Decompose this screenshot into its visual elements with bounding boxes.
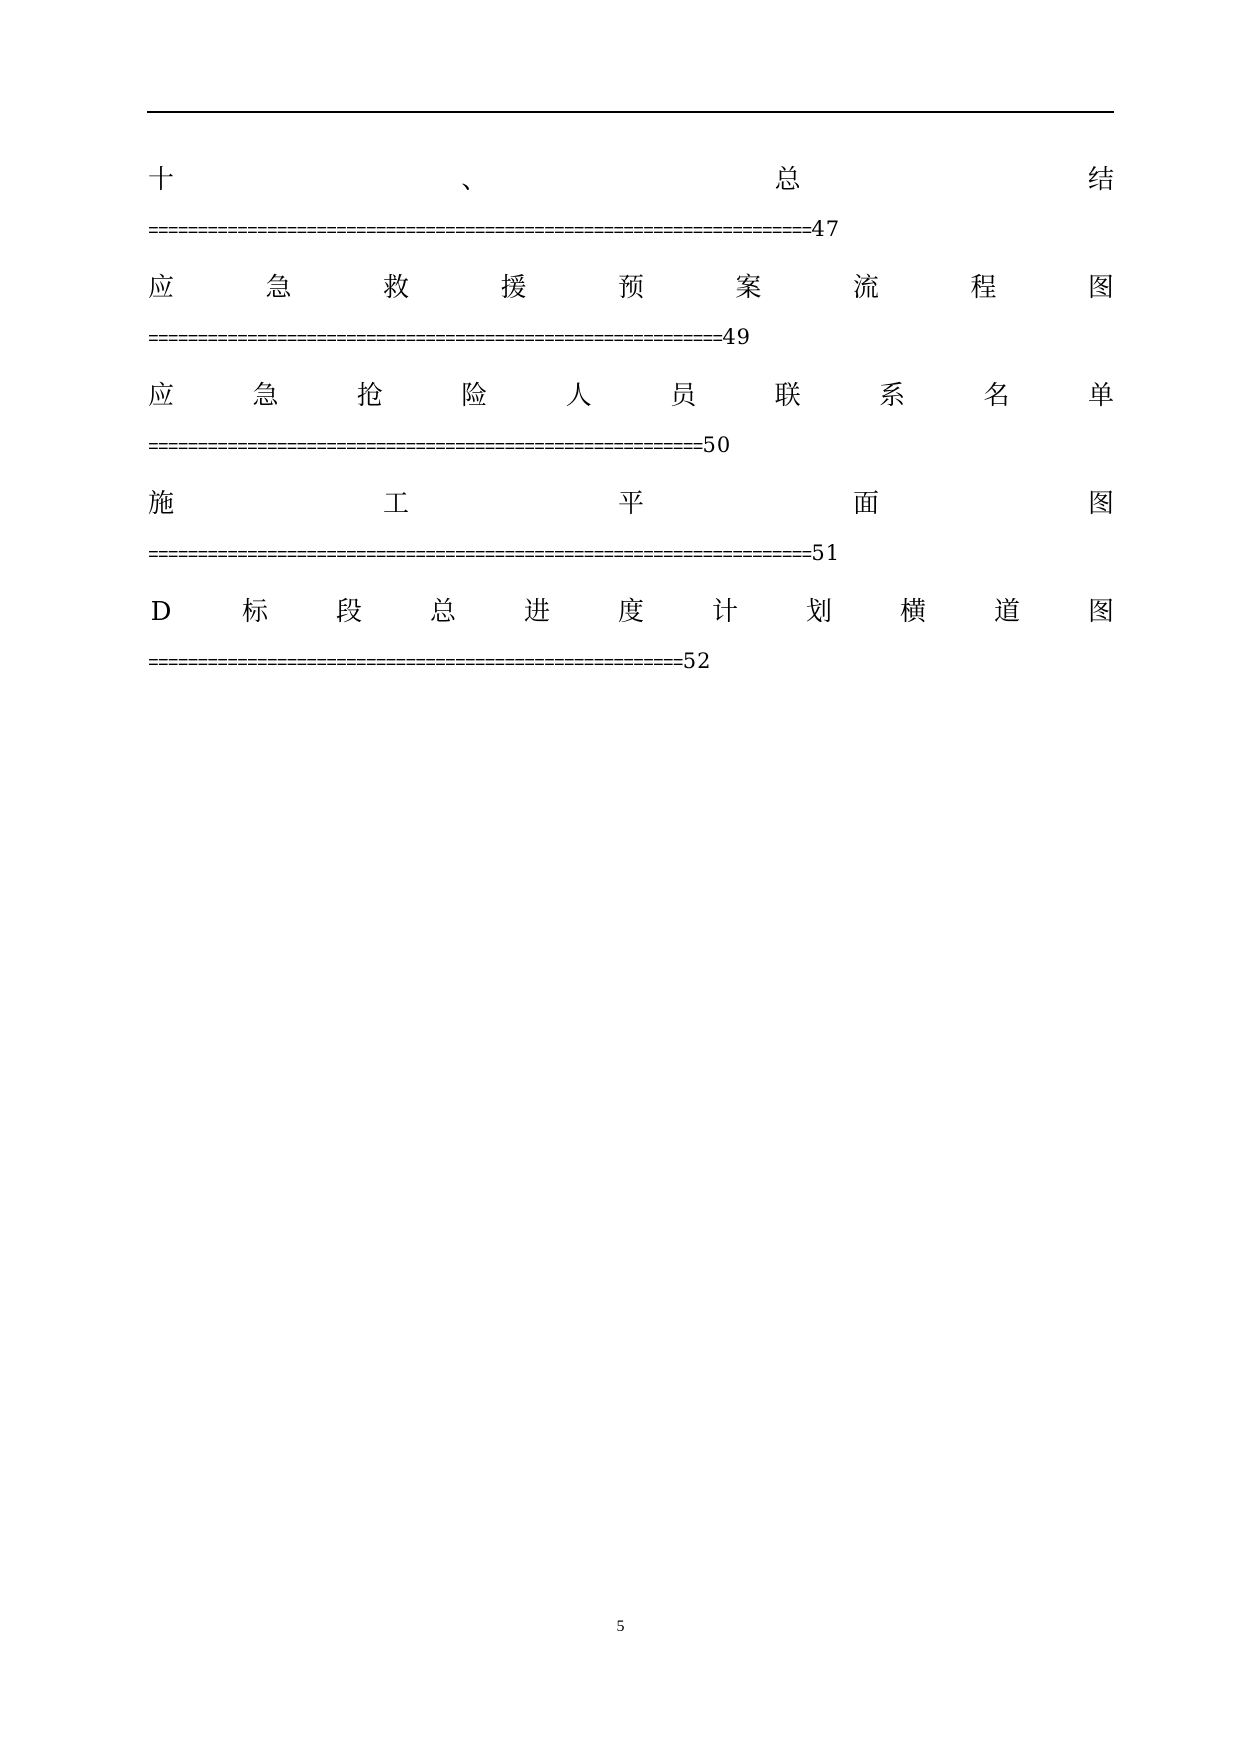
toc-title-char: 施 bbox=[148, 489, 175, 519]
toc-title-char: 图 bbox=[1087, 273, 1114, 303]
toc-leader-line bbox=[148, 325, 751, 349]
toc-entry[interactable] bbox=[148, 592, 1114, 700]
toc-title-char: 结 bbox=[1087, 165, 1114, 195]
toc-title-char: 流 bbox=[852, 273, 879, 303]
toc-leader-line bbox=[148, 433, 731, 457]
toc-title-char: D bbox=[150, 597, 172, 627]
toc-leader: =================================================================== bbox=[148, 546, 812, 565]
toc-entry[interactable] bbox=[148, 484, 1114, 592]
toc-title-char: 十 bbox=[148, 165, 175, 195]
toc-entry-title bbox=[148, 268, 1114, 308]
toc-title-char: 员 bbox=[670, 381, 697, 411]
toc-title-char: 道 bbox=[993, 597, 1020, 627]
toc-title-char: 险 bbox=[461, 381, 488, 411]
toc-page-number: 50 bbox=[702, 433, 732, 457]
toc-title-char: 划 bbox=[805, 597, 832, 627]
toc-page-number: 51 bbox=[811, 541, 841, 565]
toc-page-number: 47 bbox=[811, 217, 841, 241]
table-of-contents bbox=[148, 160, 1114, 700]
toc-title-char: 工 bbox=[382, 489, 409, 519]
toc-title-char: 援 bbox=[500, 273, 527, 303]
toc-entry-title bbox=[148, 592, 1114, 632]
toc-title-char: 预 bbox=[617, 273, 644, 303]
toc-title-char: 应 bbox=[148, 273, 175, 303]
toc-leader-line bbox=[148, 541, 840, 565]
toc-title-char: 、 bbox=[461, 165, 488, 195]
toc-entry[interactable] bbox=[148, 160, 1114, 268]
toc-title-char: 抢 bbox=[356, 381, 383, 411]
toc-title-char: 面 bbox=[852, 489, 879, 519]
header-rule bbox=[147, 111, 1114, 113]
toc-title-char: 段 bbox=[335, 597, 362, 627]
toc-entry-title bbox=[148, 484, 1114, 524]
toc-title-char: 程 bbox=[970, 273, 997, 303]
page-number: 5 bbox=[616, 1618, 625, 1635]
toc-title-char: 案 bbox=[735, 273, 762, 303]
toc-title-char: 急 bbox=[265, 273, 292, 303]
toc-title-char: 总 bbox=[429, 597, 456, 627]
toc-entry[interactable] bbox=[148, 268, 1114, 376]
toc-page-number: 49 bbox=[722, 325, 752, 349]
toc-title-char: 平 bbox=[617, 489, 644, 519]
toc-title-char: 总 bbox=[774, 165, 801, 195]
toc-title-char: 度 bbox=[617, 597, 644, 627]
toc-title-char: 名 bbox=[983, 381, 1010, 411]
toc-title-char: 急 bbox=[252, 381, 279, 411]
toc-entry[interactable] bbox=[148, 376, 1114, 484]
toc-title-char: 标 bbox=[241, 597, 268, 627]
toc-title-char: 联 bbox=[774, 381, 801, 411]
toc-title-char: 单 bbox=[1087, 381, 1114, 411]
toc-leader: ====================================================== bbox=[148, 654, 683, 673]
toc-title-char: 救 bbox=[382, 273, 409, 303]
toc-leader-line bbox=[148, 649, 711, 673]
toc-title-char: 图 bbox=[1087, 597, 1114, 627]
toc-page-number: 52 bbox=[682, 649, 712, 673]
toc-leader: ======================================================== bbox=[148, 438, 703, 457]
toc-title-char: 计 bbox=[711, 597, 738, 627]
toc-title-char: 图 bbox=[1087, 489, 1114, 519]
toc-leader: =================================================================== bbox=[148, 222, 812, 241]
toc-title-char: 应 bbox=[148, 381, 175, 411]
toc-title-char: 人 bbox=[565, 381, 592, 411]
toc-title-char: 横 bbox=[899, 597, 926, 627]
toc-title-char: 进 bbox=[523, 597, 550, 627]
toc-entry-title bbox=[148, 160, 1114, 200]
toc-entry-title bbox=[148, 376, 1114, 416]
toc-leader-line bbox=[148, 217, 840, 241]
toc-leader: ========================================================== bbox=[148, 330, 723, 349]
toc-title-char: 系 bbox=[879, 381, 906, 411]
